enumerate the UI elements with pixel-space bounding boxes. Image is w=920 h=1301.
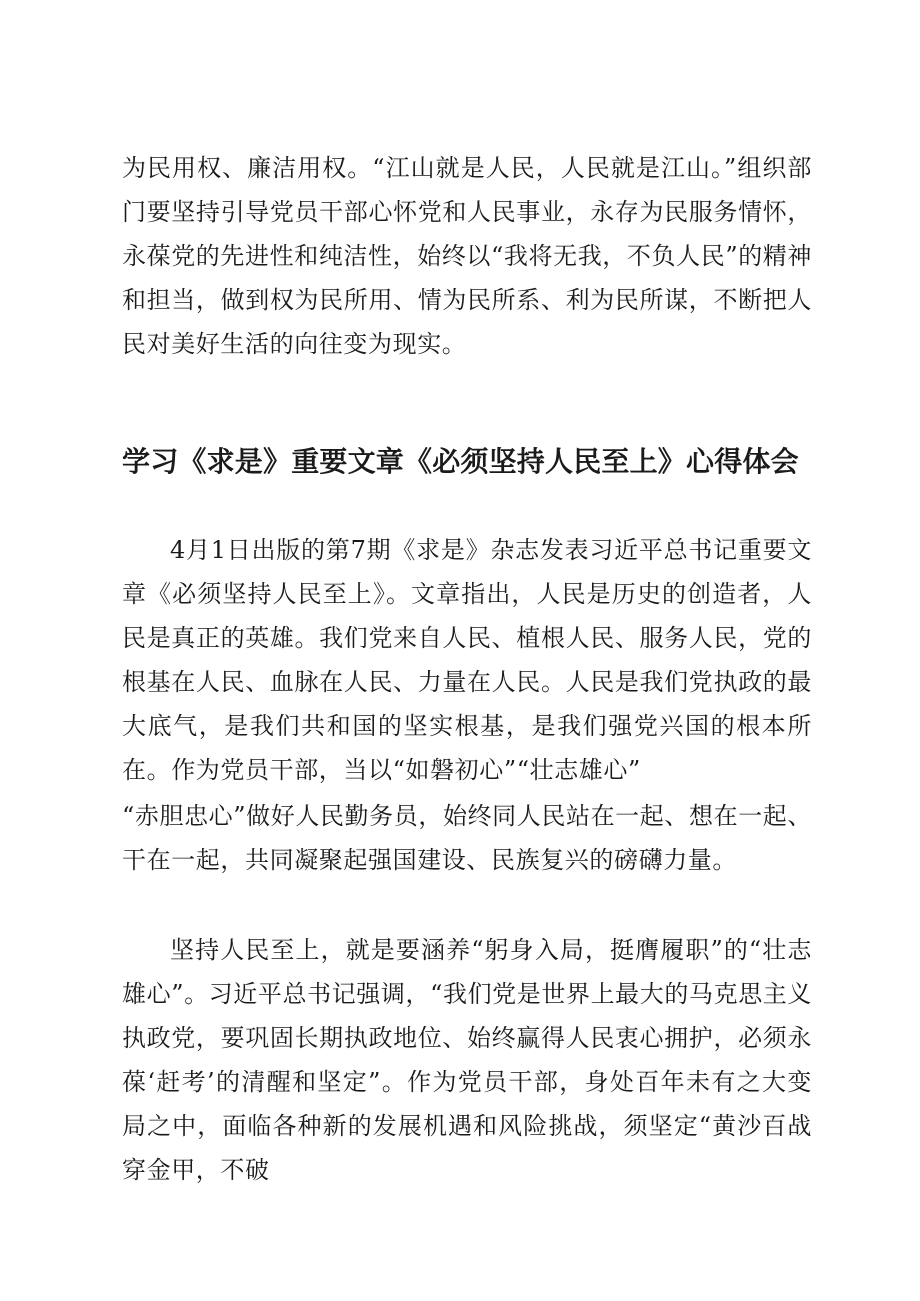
paragraph-body: 坚持人民至上，就是要涵养“躬身入局，挺膺履职”的“壮志雄心”。习近平总书记强调，“我们党是世界上最大的马克思主义执政党，要巩固长期执政地位、始终赢得人民衷心拥护，必须永葆‘赶考’的清醒和坚定”。作为党员干部，身处百年未有之大变局之中，面临各种新的发展机遇和风险挑战，须坚定“黄沙百战穿金甲，不破 [122,936,812,1184]
article-heading: 学习《求是》重要文章《必须坚持人民至上》心得体会 [122,445,799,478]
paragraph-intro: 4月1日出版的第7期《求是》杂志发表习近平总书记重要文章《必须坚持人民至上》。文章指出，人民是历史的创造者，人民是真正的英雄。我们党来自人民、植根人民、服务人民，党的根基在人民、血脉在人民、力量在人民。人民是我们党执政的最大底气，是我们共和国的坚实根基，是我们强党兴国的根本所在。作为党员干部，当以“如磐初心”“壮志雄心” [122,536,812,784]
paragraph-intro-continued: “赤胆忠心”做好人民勤务员，始终同人民站在一起、想在一起、干在一起，共同凝聚起强国建设、民族复兴的磅礴力量。 [122,802,812,874]
paragraph-continued: 为民用权、廉洁用权。“江山就是人民，人民就是江山。”组织部门要坚持引导党员干部心怀党和人民事业，永存为民服务情怀，永葆党的先进性和纯洁性，始终以“我将无我，不负人民”的精神和担当，做到权为民所用、情为民所系、利为民所谋，不断把人民对美好生活的向往变为现实。 [122,154,812,358]
